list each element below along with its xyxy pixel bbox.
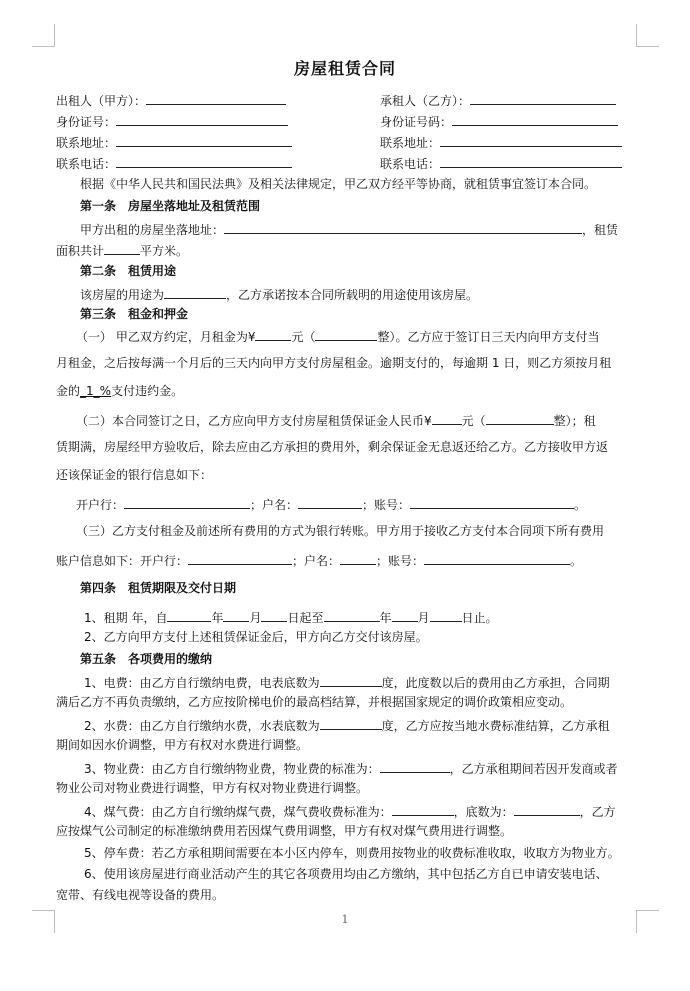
gas-rate-blank[interactable] [392, 803, 454, 816]
deposit-account-name-blank[interactable] [298, 496, 362, 509]
lessee-field: 承租人（乙方）： [380, 92, 616, 108]
deposit-blank[interactable] [432, 412, 462, 425]
electricity-meter-blank[interactable] [320, 674, 382, 687]
crop-mark-top-right [636, 24, 659, 47]
lessee-address-field: 联系地址： [380, 134, 622, 150]
lessor-address-blank[interactable] [116, 134, 292, 147]
preamble: 根据《中华人民共和国民法典》及相关法律规定，甲乙双方经平等协商，就租赁事宜签订本合同。 [80, 177, 597, 191]
lessee-id-blank[interactable] [452, 113, 618, 126]
gas-meter-blank[interactable] [514, 803, 580, 816]
late-fee-rate: _1_% [80, 384, 112, 398]
property-fee-line-1: 3、物业费：由乙方自行缴纳物业费，物业费的标准为： ，乙方承租期间若因开发商或者 [84, 762, 618, 776]
lessee-address-blank[interactable] [440, 134, 622, 147]
deposit-words-blank[interactable] [486, 412, 554, 425]
article-1-line-2: 面积共计 平方米。 [56, 244, 189, 258]
article-3-p2-line-2: 赁期满，房屋经甲方验收后，除去应由乙方承担的费用外，剩余保证金无息返还给乙方。乙方接收甲方返 [56, 440, 609, 454]
article-1-heading: 第一条 房屋坐落地址及租赁范围 [80, 199, 261, 213]
lessor-phone-blank[interactable] [116, 155, 292, 168]
start-year-blank[interactable] [167, 609, 211, 622]
rent-account-number-blank[interactable] [424, 552, 570, 565]
article-3-p2-line-1: （二）本合同签订之日，乙方应向甲方支付房屋租赁保证金人民币¥ 元（ 整）；租 [76, 414, 596, 428]
monthly-rent-words-blank[interactable] [315, 328, 377, 341]
lessor-phone-field: 联系电话： [56, 155, 292, 171]
lessor-id-blank[interactable] [116, 113, 288, 126]
article-2-heading: 第二条 租赁用途 [80, 264, 177, 278]
lessee-phone-field: 联系电话： [380, 155, 622, 171]
lessee-blank[interactable] [470, 92, 616, 105]
area-blank[interactable] [104, 242, 140, 255]
end-year-blank[interactable] [324, 609, 380, 622]
usage-blank[interactable] [164, 286, 226, 299]
article-1-line-1: 甲方出租的房屋坐落地址： ，租赁 [80, 223, 619, 237]
property-fee-blank[interactable] [380, 760, 450, 773]
lessor-id-field: 身份证号： [56, 113, 288, 129]
monthly-rent-blank[interactable] [255, 328, 291, 341]
article-4-heading: 第四条 租赁期限及交付日期 [80, 581, 237, 595]
start-month-blank[interactable] [223, 609, 249, 622]
gas-line-2: 应按煤气公司制定的标准缴纳费用若因煤气费用调整，甲方有权对煤气费用进行调整。 [56, 824, 513, 838]
electricity-line-1: 1、电费：由乙方自行缴纳电费，电表底数为 度，此度数以后的费用由乙方承担，合同期 [84, 676, 610, 690]
article-3-p2-line-3: 还该保证金的银行信息如下： [56, 468, 213, 482]
article-3-p3-line-2: 账户信息如下：开户行： ；户名： ；账号： 。 [56, 554, 583, 568]
deposit-bank-blank[interactable] [124, 496, 250, 509]
article-2-text: 该房屋的用途为 ，乙方承诺按本合同所载明的用途使用该房屋。 [80, 288, 479, 302]
deposit-account-number-blank[interactable] [410, 496, 574, 509]
parking-fee: 5、停车费：若乙方承租期间需要在本小区内停车，则费用按物业的收费标准收取，收取方为物业方。 [84, 846, 620, 860]
other-fees-line-1: 6、使用该房屋进行商业活动产生的其它各项费用均由乙方缴纳，其中包括乙方自已申请安装电话、 [84, 867, 608, 881]
gas-line-1: 4、煤气费：由乙方自行缴纳煤气费，煤气费收费标准为： ，底数为： ，乙方 [84, 805, 616, 819]
other-fees-line-2: 宽带、有线电视等设备的费用。 [56, 888, 225, 902]
lessor-address-field: 联系地址： [56, 134, 292, 150]
handover-clause: 2、乙方向甲方支付上述租赁保证金后，甲方向乙方交付该房屋。 [84, 630, 428, 644]
rent-bank-blank[interactable] [188, 552, 292, 565]
article-3-heading: 第三条 租金和押金 [80, 307, 189, 321]
article-5-heading: 第五条 各项费用的缴纳 [80, 652, 213, 666]
article-3-p1-line-1: （一） 甲乙双方约定，月租金为¥ 元（ 整）。乙方应于签订日三天内向甲方支付当 [76, 330, 600, 344]
water-meter-blank[interactable] [320, 717, 382, 730]
water-line-1: 2、水费：由乙方自行缴纳水费，水表底数为 度，乙方应按当地水费标准结算，乙方承租 [84, 719, 610, 733]
article-3-p1-line-2: 月租金，之后按每满一个月后的三天内向甲方支付房屋租金。逾期支付的，每逾期 1 日，则乙方须按月租 [56, 356, 612, 370]
page-number: 1 [341, 913, 349, 926]
end-day-blank[interactable] [430, 609, 462, 622]
lessor-blank[interactable] [146, 92, 286, 105]
rent-account-name-blank[interactable] [340, 552, 376, 565]
lessee-phone-blank[interactable] [440, 155, 622, 168]
lessor-field: 出租人（甲方）： [56, 92, 286, 108]
water-line-2: 期间如因水价调整，甲方有权对水费进行调整。 [56, 738, 309, 752]
lease-term: 1、租期 年，自 年 月 日起至 年 月 日止。 [84, 611, 498, 625]
electricity-line-2: 满后乙方不再负责缴纳，乙方应按阶梯电价的最高档结算，并根据国家规定的调价政策相应变动。 [56, 695, 573, 709]
document-title: 房屋租赁合同 [293, 59, 396, 78]
property-address-blank[interactable] [224, 221, 582, 234]
property-fee-line-2: 物业公司对物业费进行调整，甲方有权对物业费进行调整。 [56, 781, 369, 795]
end-month-blank[interactable] [392, 609, 418, 622]
article-3-p1-line-3: 金的_1_%支付违约金。 [56, 384, 184, 398]
article-3-p3-line-1: （三）乙方支付租金及前述所有费用的方式为银行转账。甲方用于接收乙方支付本合同项下所有费用 [76, 524, 605, 538]
start-day-blank[interactable] [261, 609, 287, 622]
deposit-bank-info: 开户行： ；户名： ；账号： 。 [76, 498, 587, 512]
crop-mark-top-left [32, 24, 55, 47]
lessee-id-field: 身份证号码： [380, 113, 618, 129]
